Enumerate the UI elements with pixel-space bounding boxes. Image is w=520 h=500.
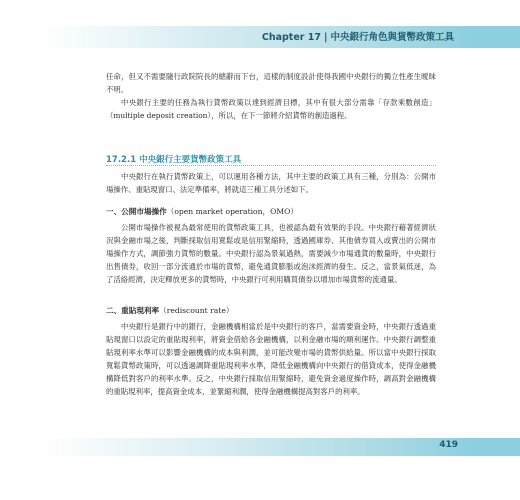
header-separator: | <box>324 32 328 43</box>
rediscount-paragraph: 中央銀行是銀行中的銀行，金融機構相當於是中央銀行的客戶，當需要資金時，中央銀行透過重貼現窗口以設定的重貼現利率，將資金借給各金融機構，以利金融市場的順利運作。中央銀行調整重貼現利率水準可以影響金融機構的成本與利潤，並可能改變市場的貨幣供給量。所以當中央銀行採取寬鬆貨幣政策時，可以透過調降重貼現利率水準，降低金融機構向中央銀行的借貸成本，使得金融機構降低對客戶的利率水準。反之，中央銀行採取信用緊縮時，避免資金過度操作時，調高對金融機構的重貼現利率，提高資金成本，並緊縮利潤，使得金融機構提高對客戶的利率。 <box>106 322 436 396</box>
chapter-title: 中央銀行角色與貨幣政策工具 <box>330 32 454 43</box>
subsection-heading-rediscount-en: （rediscount rate） <box>159 306 234 315</box>
footer-band <box>42 438 472 456</box>
subsection-heading-rediscount-zh: 二、重貼現利率 <box>106 306 160 315</box>
omo-paragraph: 公開市場操作被視為最常使用的貨幣政策工具，也被認為最有效果的手段。中央銀行藉著經濟狀況與金融市場之後，判斷採取信用寬鬆或是信用緊縮時，透過國庫券、其他債券買入或賣出的公開市場操作方式，調節強力貨幣的數量。中央銀行認為景氣過熱，需要減少市場通貨的數量時，中央銀行出售債券，收回一部分流通於市場的貨幣，避免通貨膨脹或泡沫經濟的發生。反之，當景氣低迷，為了活絡經濟，決定釋放更多的貨幣時，中央銀行可利用購買債券以增加市場貨幣的流通量。 <box>106 223 436 284</box>
subsection-heading-rediscount <box>106 304 436 317</box>
running-header <box>262 29 454 43</box>
paragraph-2: 中央銀行主要的任務為執行貨幣政策以達到經濟目標，其中有很大部分需靠「存款乘數創造」（multiple deposit creation），所以，在下一節將介紹貨幣的創造過程。 <box>106 98 436 120</box>
subsection-heading-omo-en: （open market operation，OMO） <box>166 207 298 216</box>
header-tab-decoration <box>472 26 520 48</box>
section-divider <box>106 165 436 166</box>
chapter-label: Chapter 17 <box>261 32 321 43</box>
section-intro-text: 中央銀行在執行貨幣政策上，可以運用各種方法，其中主要的政策工具有三種，分別為：公開市場操作、重貼現窗口、法定準備率，將就這三種工具分述如下。 <box>106 172 436 194</box>
subsection-heading-omo <box>106 205 436 218</box>
footer-tab-decoration <box>472 438 520 456</box>
subsection-heading-omo-zh: 一、公開市場操作 <box>106 207 167 216</box>
subsection-body-omo <box>106 221 436 286</box>
subsection-body-rediscount <box>106 320 436 398</box>
section-intro <box>106 170 436 196</box>
paragraph-1: 任命，但又不需要隨行政院院長的總辭而下台，這樣的制度設計使得我國中央銀行的獨立性產生曖昧不明。 <box>106 72 436 94</box>
paragraph-continuation <box>106 70 436 122</box>
section-title: 17.2.1 中央銀行主要貨幣政策工具 <box>106 155 242 165</box>
page-number: 419 <box>439 440 458 450</box>
